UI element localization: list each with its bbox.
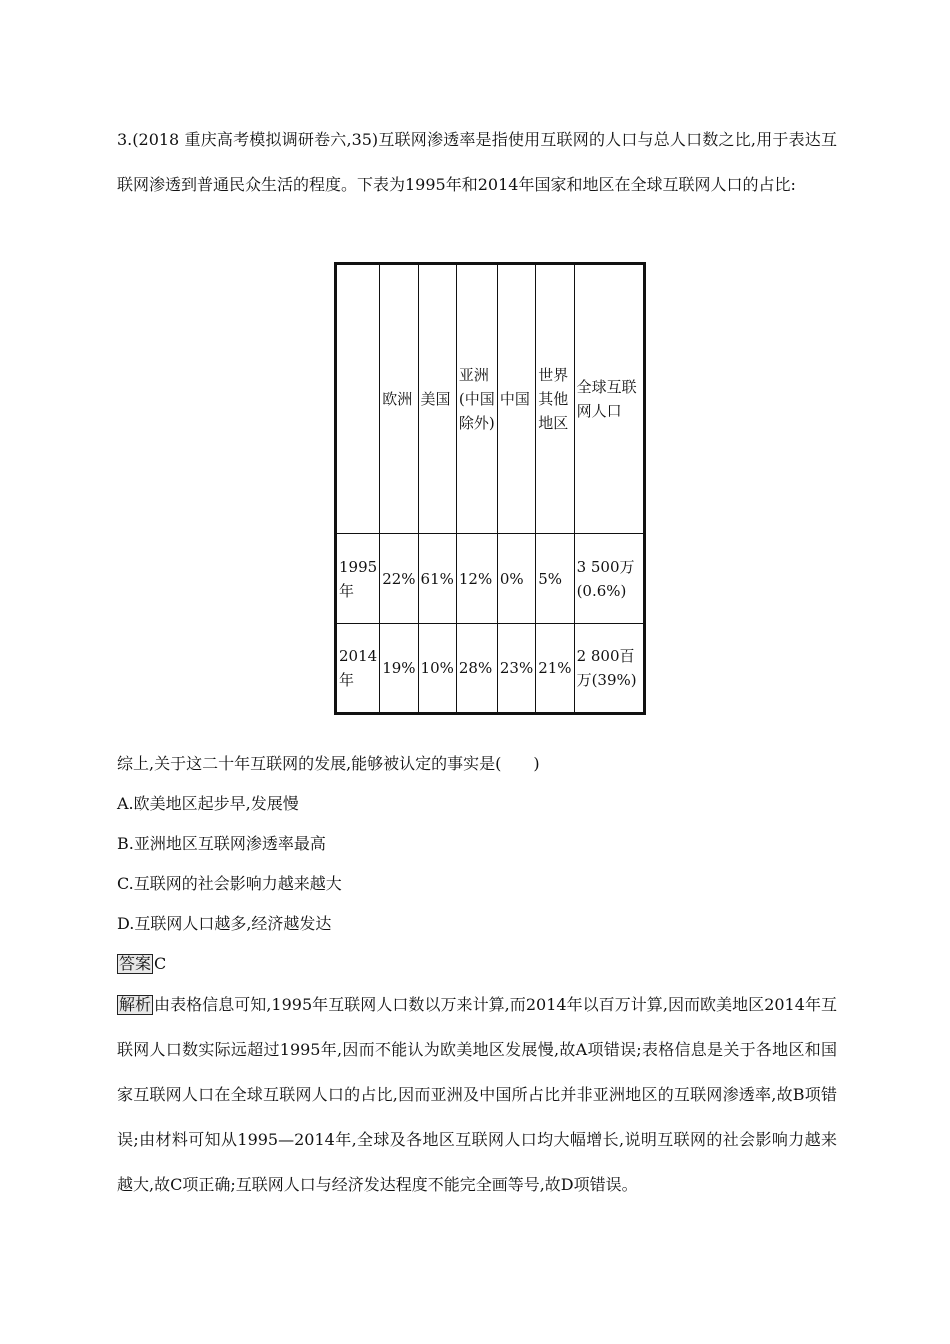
answer-line xyxy=(117,954,166,974)
analysis-text: 由表格信息可知,1995年互联网人口数以万来计算,而2014年以百万计算,因而欧美地区2014年互联网人口数实际远超过1995年,因而不能认为欧美地区发展慢,故A项错误;表格信息是关于各地区和国家互联网人口在全球互联网人口的占比,因而亚洲及中国所占比并非亚洲地区的互联网渗透率,故B项错误;由材料可知从1995—2014年,全球及各地区互联网人口均大幅增长,说明互联网的社会影响力越来越大,故C项正确;互联网人口与经济发达程度不能完全画等号,故D项错误。 xyxy=(117,995,837,1194)
answer-tag: 答案 xyxy=(119,954,152,973)
table-cell: 3 500万(0.6%) xyxy=(574,534,644,624)
analysis-paragraph xyxy=(117,982,837,1207)
table-cell: 5% xyxy=(536,534,574,624)
option-a: A.欧美地区起步早,发展慢 xyxy=(117,794,299,813)
table-cell: 61% xyxy=(418,534,456,624)
table-cell: 19% xyxy=(380,624,418,714)
table-cell: 22% xyxy=(380,534,418,624)
table-header-cell: 亚洲(中国除外) xyxy=(456,264,497,534)
table-row xyxy=(336,534,645,624)
table-cell: 2 800百万(39%) xyxy=(574,624,644,714)
table-header-cell: 美国 xyxy=(418,264,456,534)
table-header-cell: 中国 xyxy=(497,264,535,534)
table-header-cell: 世界其他地区 xyxy=(536,264,574,534)
option-b: B.亚洲地区互联网渗透率最高 xyxy=(117,834,326,853)
table-cell: 2014年 xyxy=(336,624,380,714)
table-cell: 1995年 xyxy=(336,534,380,624)
table-cell: 23% xyxy=(497,624,535,714)
table-cell: 28% xyxy=(456,624,497,714)
data-table xyxy=(334,262,646,715)
option-d: D.互联网人口越多,经济越发达 xyxy=(117,914,332,933)
table-header-cell: 欧洲 xyxy=(380,264,418,534)
table-header-cell: 全球互联网人口 xyxy=(574,264,644,534)
table-header-row xyxy=(336,264,645,534)
table-cell: 21% xyxy=(536,624,574,714)
option-c: C.互联网的社会影响力越来越大 xyxy=(117,874,342,893)
table-cell: 0% xyxy=(497,534,535,624)
table-cell: 10% xyxy=(418,624,456,714)
table-header-cell xyxy=(336,264,380,534)
answer-value: C xyxy=(154,954,167,973)
table-cell: 12% xyxy=(456,534,497,624)
question-prompt: 综上,关于这二十年互联网的发展,能够被认定的事实是( ) xyxy=(117,754,540,773)
table-row xyxy=(336,624,645,714)
question-stem: 3.(2018 重庆高考模拟调研卷六,35)互联网渗透率是指使用互联网的人口与总人口数之比,用于表达互联网渗透到普通民众生活的程度。下表为1995年和2014年国家和地区在全球互联网人口的占比: xyxy=(117,130,837,194)
analysis-tag: 解析 xyxy=(119,995,152,1014)
